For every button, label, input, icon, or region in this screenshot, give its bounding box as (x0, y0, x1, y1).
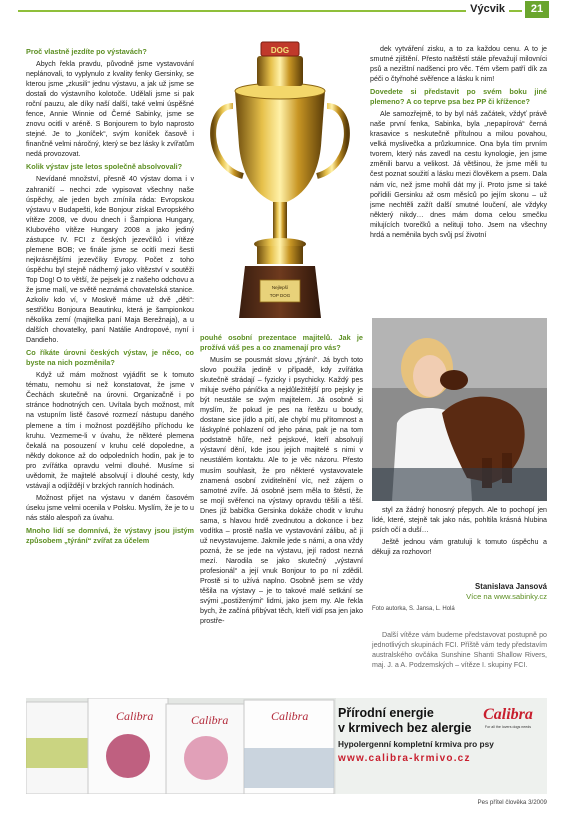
ad-url[interactable]: www.calibra-krmivo.cz (338, 753, 471, 764)
question-heading: Proč vlastně jezdíte po výstavách? (26, 47, 147, 56)
bag-brand-2: Calibra (191, 713, 229, 727)
article-column-3 (370, 44, 547, 314)
paragraph: Ještě jednou vám gratuluji k tomuto úspěchu a děkuji za rozhovor! (372, 538, 547, 557)
paragraph: Když už mám možnost vyjádřit se k tomuto tématu, nemohu si než konstatovat, že jsme v Čechách skutečně na úrovni. Organizačně i po stránce hodnotných cen. Uvítala bych možnost, mít na vstupním listě časové rozmezí nástupu daného plemene a tím i možnost pozdějšího příchodu ke kruhu. Vezmeme-li v úvahu, že některé plemena čekalá na posouzení v kruhu celé dopoledne, a někdy dokonce až do odpoledních hodin, pak je to pro zvířátka opravdu velmi dlouhé. Musíme si uvědomit, že majitelé absolvují i dlouhé cesty, kdy vstávají a odjíždějí v brzkých ranních hodinách. (26, 371, 194, 490)
ad-headline-2: v krmivech bez alergie (338, 721, 472, 735)
calibra-logo-text: Calibra (483, 706, 533, 723)
author-web[interactable]: Více na www.sabinky.cz (466, 592, 547, 601)
magazine-footer: Pes přítel člověka 3/2009 (477, 799, 547, 806)
owner-with-dachshund-photo (372, 318, 547, 501)
calibra-advertisement[interactable] (26, 698, 547, 794)
trophy-plaque-line2: TOP DOG (269, 293, 291, 298)
article-column-2 (200, 330, 363, 696)
question-heading: Kolik výstav jste letos společně absolvovali? (26, 162, 183, 172)
paragraph: Nevídané množství, přesně 40 výstav doma i v zahraničí – nechci zde vypisovat všechny naše úspěchy, ale jeden bych zmínila ráda: Evropskou výstavu v Budapešti, kde Bonjour získal Evropského vítěze 2008, ve dvou dnech i Šampiona Hungary, Klubového vítěze Hungary 2008 a jako jediný zástupce IV. FCI z českých jezevčíků i vítěze plemene BOB; ve finále jsme se ocitli mezi šesti nejkrásnějšími jezevčíky Evropy. Počet z toho úspěchu byl stejně nádherný jako vítězství v soutěži Top Dog! O to větší, že pejsek je z našeho odchovu a že jsme malí, ve světě neznámá chovatelská stanice. Azkoliv kdo ví, v Moskvě máme už dvě „děti“: sestřičku Bonjoura Beautinku, která je šampionkou několika zemí (majitelka paní Maja Berežnaja), a u dalších chovatelky, paní Natálie Andropové, nyní i Dandieho. (26, 175, 194, 345)
trophy-illustration (205, 36, 355, 324)
page-number: 21 (525, 1, 549, 18)
article-column-1 (26, 44, 194, 698)
bag-brand-3: Calibra (271, 709, 309, 723)
photo-credit: Foto autorka, S. Jansa, L. Holá (372, 606, 455, 612)
paragraph: Musím se pousmát slovu „týrání“. Já bych toto slovo použila jedině v případě, kdy zvířátka skutečně strádají – fyzicky i psychicky. Každý pes miluje svého páníčka a nejdůležitější pro pejsky je být neustále se svým majitelem. Já osobně si myslím, že pokud je pes na řetězu u boudy, dostane sice jídlo a pití, ale chybí mu přítomnost a láskyplné pohlazení od jeho pána, pak je na tom podstatně hůře, než pejskové, kteří absolvují výstavní dění, kde jsou jejich majitelé s nimi v neustálém kontaktu. Ale to je věc názoru. Přesto musím souhlasit, že pro některé vystavovatele znamená osobní zviditelnění víc, než zájem o samotné zvíře. Já osobně jsem měla to štěstí, že se mojí svěřenci na výstavy opravdu těšili a těší. Dnes již babička Gersinka dokáže chodit v kruhu sama, s hlavou hrdě zvednutou a dokonce i bez vodítka – prostě našla ve vystavování zálibu, ač ji už nevystavujeme. Jakmile jede s námi, a ona vždy pozná, že se jede na výstavu, její radost nezná mezí. Narodila se jako skutečný „výstavní profesionál“ a její vnuk Bonjour to po ní zdědil. Prostě si to užívá naplno. Osobně jsem se vždy těšila na výstavy – je to takové malé setkání se svými „postiženými“ lidmi, jako jsem my. Ale řekla bych, že začíná přibývat těch, kteří vidí psa jen jako prostře- (200, 356, 363, 626)
photo-illustration (372, 318, 547, 501)
calibra-logo-tagline: For all the lovers dogs needs (484, 725, 532, 729)
article-column-3-end (372, 505, 547, 575)
page-header (0, 0, 567, 20)
question-heading: Co říkáte úrovni českých výstav, je něco, co byste na nich pozměnila? (26, 348, 194, 368)
header-rule (18, 10, 522, 12)
ad-headline-1: Přírodní energie (338, 706, 434, 720)
paragraph: styl za žádný honosný přepych. Ale to pochopí jen lidé, které, stejně tak jako nás, pohltila krásná hlubina psích očí a duší… (372, 506, 547, 535)
question-heading: Dovedete si představit po svém boku jiné plemeno? A co teprve psa bez PP či křížence? (370, 87, 547, 107)
trophy-plaque-top: DOG (270, 46, 290, 55)
next-issue-note-text: Další vítěze vám budeme představovat postupně po jednotlivých skupinách FCI. Příště vám tedy představím australského ovčáka Sunshine Shanti Shallow Rivers, maj. J. a A. Podzemských – vítěze I. skupiny FCI. (372, 631, 547, 669)
paragraph: Abych řekla pravdu, původně jsme vystavování neplánovali, to vyplynulo z kvality fenky Gersinky, se kterou jsme „zkusili“ jednu výstavu, a jak už jsme se dostali do výstavního kolotoče. Udělali jsme si pak roční pauzu, ale díky naší další, také velmi úspěšné fence, Annie Winnie od Černé Sabinky, jsme se znovu ocitli v aréně. S Bonjourem to bylo naprosto stejné. Je to „koníček“, svým koníček časově i finančně velmi náročný, který se bez lásky k zvířatům nedá provozovat. (26, 60, 194, 159)
question-heading: pouhé osobní prezentace majitelů. Jak je prožívá váš pes a co znamenají pro vás? (200, 333, 363, 352)
ad-subline: Hypolergenní kompletní krmiva pro psy (338, 739, 494, 749)
trophy-plaque-line1: Nejlepší (271, 285, 289, 290)
ad-text (338, 706, 547, 764)
author-name: Stanislava Jansová (475, 582, 547, 591)
bag-brand-1: Calibra (116, 709, 154, 723)
paragraph: dek vytváření zisku, a to za každou cenu. A to je smutné zjištění. Přesto naštěstí stále převažují milovníci psů a nezištní nadšenci pro věc. Tém všem patří dík za péči o čtyřnohé svěřence a lásku k nim! (370, 45, 547, 84)
author-block (372, 582, 547, 614)
food-bags-illustration (26, 698, 336, 794)
paragraph: Ale samozřejmě, to by byl náš začátek, vždyť právě naše první fenka, Sabinka, byla „nepapírová“ černá krasavice s neskutečně přítulnou a milou povahou, velká myslivečka a průzkumnice. Ona byla tím prvním tvorem, který nás zavedl na cestu kynologie, jen jsme změnili barvu a velikost. Já většinou, že jsme měli tu čest poznat soužití a lásku mezi člověkem a psem. Dala nám víc, než jsme mohli dát my jí. Proto jsme si také pořídili Gersinku až osm měsíců po jejím skonu – už jsme nechtěli zažít další smutné loučení, ale vždyky některý nikdy… dnes mám doma celou smečku milujících tvorečků a nelituji toho. Jsem na všechny hrdá a neměnila bych svůj psí životní (370, 110, 547, 239)
question-heading: Mnoho lidí se domnívá, že výstavy jsou jistým způsobem „týrání“ zvířat za účelem (26, 525, 194, 545)
section-title: Výcvik (466, 3, 509, 15)
paragraph: Možnost přijet na výstavu v daném časovém úseku jsme velmi ocenila v Polsku. Myslím, že je to u nás stálo alespoň za úvahu. (26, 493, 194, 522)
next-issue-note (372, 630, 547, 670)
